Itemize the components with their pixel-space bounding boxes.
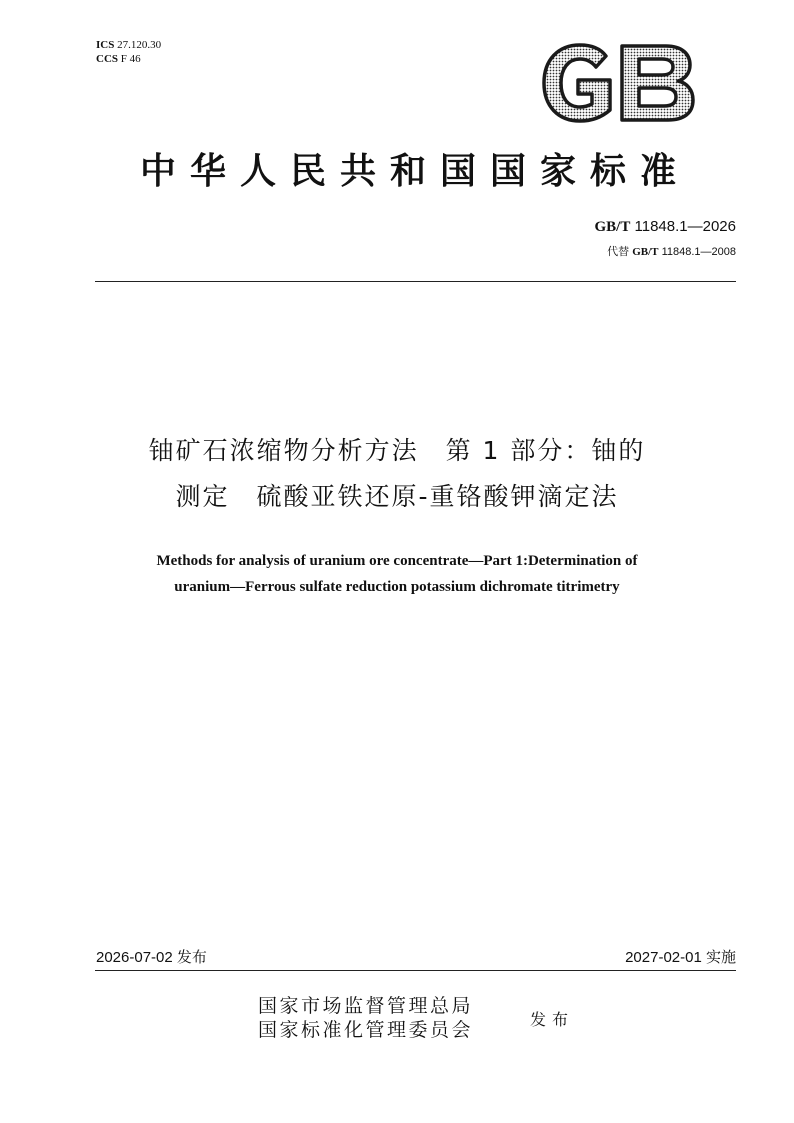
title-cn-line-2: 测定 硫酸亚铁还原-重铬酸钾滴定法	[175, 482, 619, 511]
title-en-line-2: uranium—Ferrous sulfate reduction potassium dichromate titrimetry	[174, 579, 620, 595]
footer-divider	[95, 970, 736, 971]
issuing-authorities	[258, 994, 473, 1042]
classification-codes	[96, 38, 161, 66]
standard-number: GB/T 11848.1—2026	[594, 218, 736, 235]
ics-code: ICS 27.120.30	[96, 39, 162, 51]
national-standard-title: 中华人民共和国国家标准	[139, 150, 690, 192]
header-divider	[95, 281, 736, 282]
publish-label: 发布	[530, 1010, 575, 1029]
issue-date: 2026-07-02 发布	[96, 949, 207, 966]
document-title-en	[60, 548, 734, 600]
implementation-date: 2027-02-01 实施	[625, 949, 736, 966]
document-title-cn	[60, 428, 734, 520]
title-en-line-1: Methods for analysis of uranium ore concentrate—Part 1:Determination of	[156, 553, 638, 569]
issuer-sac: 国家标准化管理委员会	[258, 1019, 474, 1041]
title-cn-line-1: 铀矿石浓缩物分析方法 第 1 部分：铀的	[148, 436, 646, 465]
issuer-samr: 国家市场监督管理总局	[258, 995, 474, 1017]
ccs-code: CCS F 46	[96, 53, 141, 65]
gb-logo-icon	[540, 42, 696, 124]
replaces-standard: 代替 GB/T 11848.1—2008	[607, 246, 736, 258]
